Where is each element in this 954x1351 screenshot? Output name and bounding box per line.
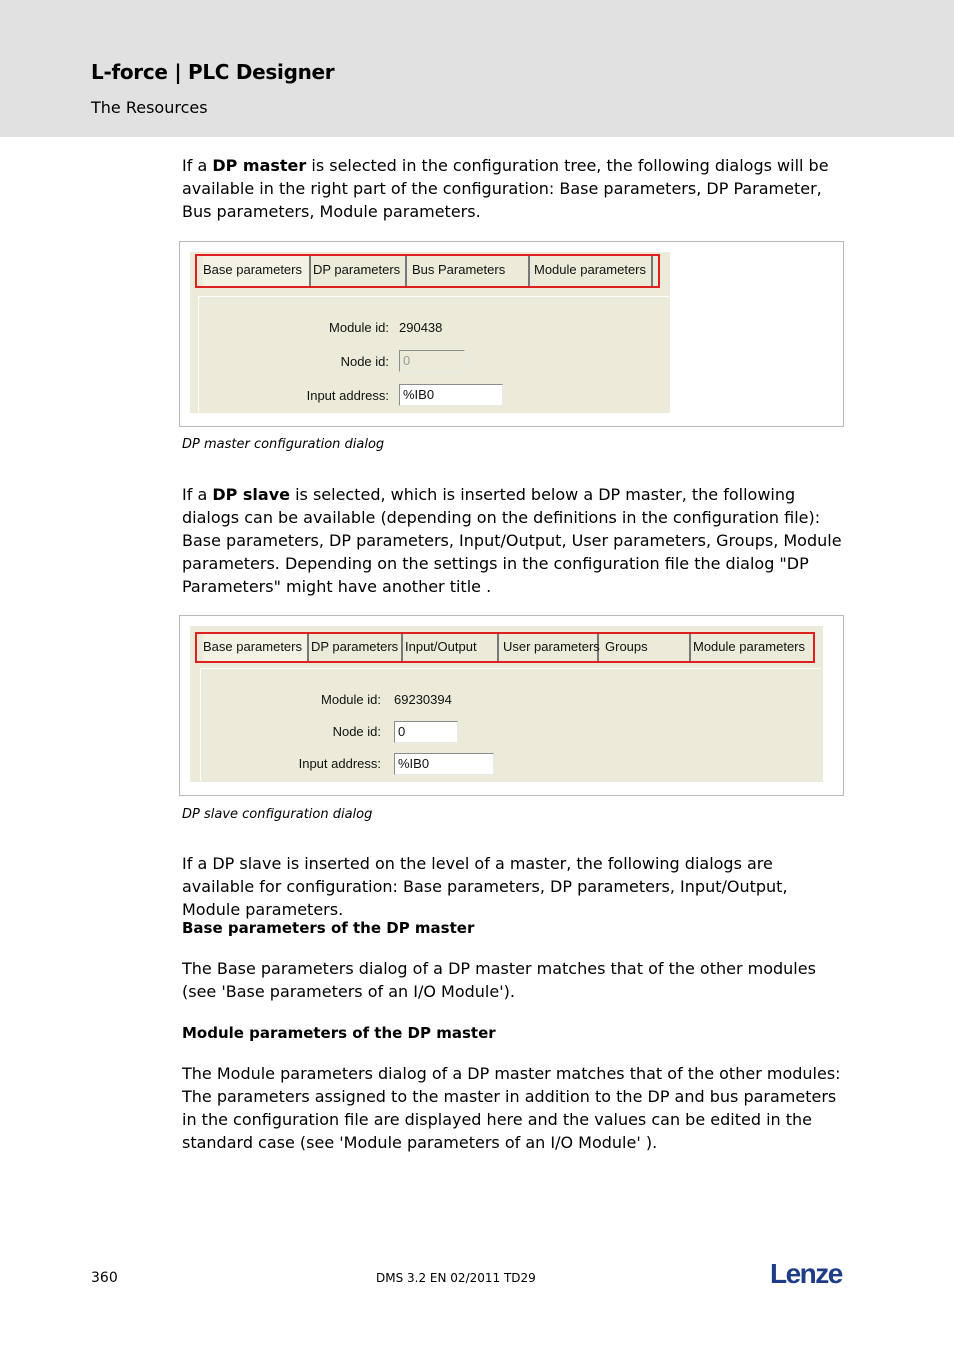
slave-text-pre: If a	[182, 485, 213, 504]
paragraph-module-parameters: The Module parameters dialog of a DP master matches that of the other modules: The parameters assigned to the master in addition to the DP and bus parameters in the configuration file are displayed here and the values can be edited in the standard case (see 'Module parameters of an I/O Module' ).	[182, 1064, 841, 1152]
master-tab-bar	[195, 254, 660, 288]
slave-dialog-body	[200, 668, 821, 781]
node-id-field: 0	[399, 350, 465, 372]
page-header	[0, 0, 954, 137]
input-address-field[interactable]: %IB0	[394, 753, 494, 775]
lenze-logo	[770, 1258, 852, 1292]
tab-module-parameters[interactable]: Module parameters	[534, 256, 653, 286]
tab-groups[interactable]: Groups	[605, 634, 691, 661]
tab-user-parameters[interactable]: User parameters	[503, 634, 599, 661]
intro-text-post: is selected in the configuration tree, the following dialogs will be available in the right part of the configuration: Base parameters, DP Parameter, Bus parameters, Module parameters.	[182, 156, 829, 221]
tab-dp-parameters[interactable]: DP parameters	[313, 256, 407, 286]
slave-bold-term: DP slave	[212, 485, 290, 504]
tab-dp-parameters[interactable]: DP parameters	[311, 634, 403, 661]
tab-base-parameters[interactable]: Base parameters	[203, 634, 309, 661]
tab-input-output[interactable]: Input/Output	[405, 634, 499, 661]
module-id-label: Module id:	[321, 692, 381, 707]
module-id-value: 69230394	[394, 692, 452, 707]
intro-paragraph	[182, 154, 847, 223]
node-id-field[interactable]: 0	[394, 721, 458, 743]
document-title: L-force | PLC Designer	[91, 60, 335, 84]
document-id: DMS 3.2 EN 02/2011 TD29	[376, 1271, 536, 1285]
node-id-label: Node id:	[340, 354, 389, 369]
heading-base-parameters: Base parameters of the DP master	[182, 919, 475, 937]
slave-tab-bar	[195, 632, 815, 663]
slave-dialog-figure	[179, 615, 844, 796]
lenze-logo-wordmark: Lenze	[770, 1258, 842, 1288]
figure-caption-master: DP master configuration dialog	[182, 437, 385, 452]
slave-text-post: is selected, which is inserted below a DP master, the following dialogs can be available (depending on the definitions in the configuration file): Base parameters, DP parameters, Input/Output, User parameters, Groups, Module parameters. Depending on the settings in the configuration file the dialog "DP Parameters" might have another title .	[182, 485, 842, 596]
section-title: The Resources	[91, 98, 208, 117]
master-dialog-figure	[179, 241, 844, 427]
tab-bus-parameters[interactable]: Bus Parameters	[412, 256, 530, 286]
intro-bold-term: DP master	[212, 156, 307, 175]
paragraph-slave-on-master-level: If a DP slave is inserted on the level of a master, the following dialogs are available for configuration: Base parameters, DP parameters, Input/Output, Module parameters.	[182, 854, 788, 919]
input-address-field[interactable]: %IB0	[399, 384, 503, 406]
slave-paragraph	[182, 483, 847, 598]
figure-caption-slave: DP slave configuration dialog	[182, 807, 373, 822]
intro-text-pre: If a	[182, 156, 213, 175]
module-id-value: 290438	[399, 320, 443, 335]
slave-dialog	[190, 626, 823, 782]
module-id-label: Module id:	[329, 320, 389, 335]
node-id-label: Node id:	[332, 724, 381, 739]
tab-module-parameters[interactable]: Module parameters	[693, 639, 805, 654]
paragraph-base-parameters: The Base parameters dialog of a DP master matches that of the other modules (see 'Base parameters of an I/O Module').	[182, 959, 816, 1001]
tab-base-parameters[interactable]: Base parameters	[203, 256, 311, 286]
input-address-label: Input address:	[306, 388, 389, 403]
heading-module-parameters: Module parameters of the DP master	[182, 1024, 496, 1042]
master-dialog	[190, 252, 670, 413]
page-number: 360	[91, 1270, 118, 1286]
master-dialog-body	[198, 296, 669, 412]
input-address-label: Input address:	[298, 756, 381, 771]
